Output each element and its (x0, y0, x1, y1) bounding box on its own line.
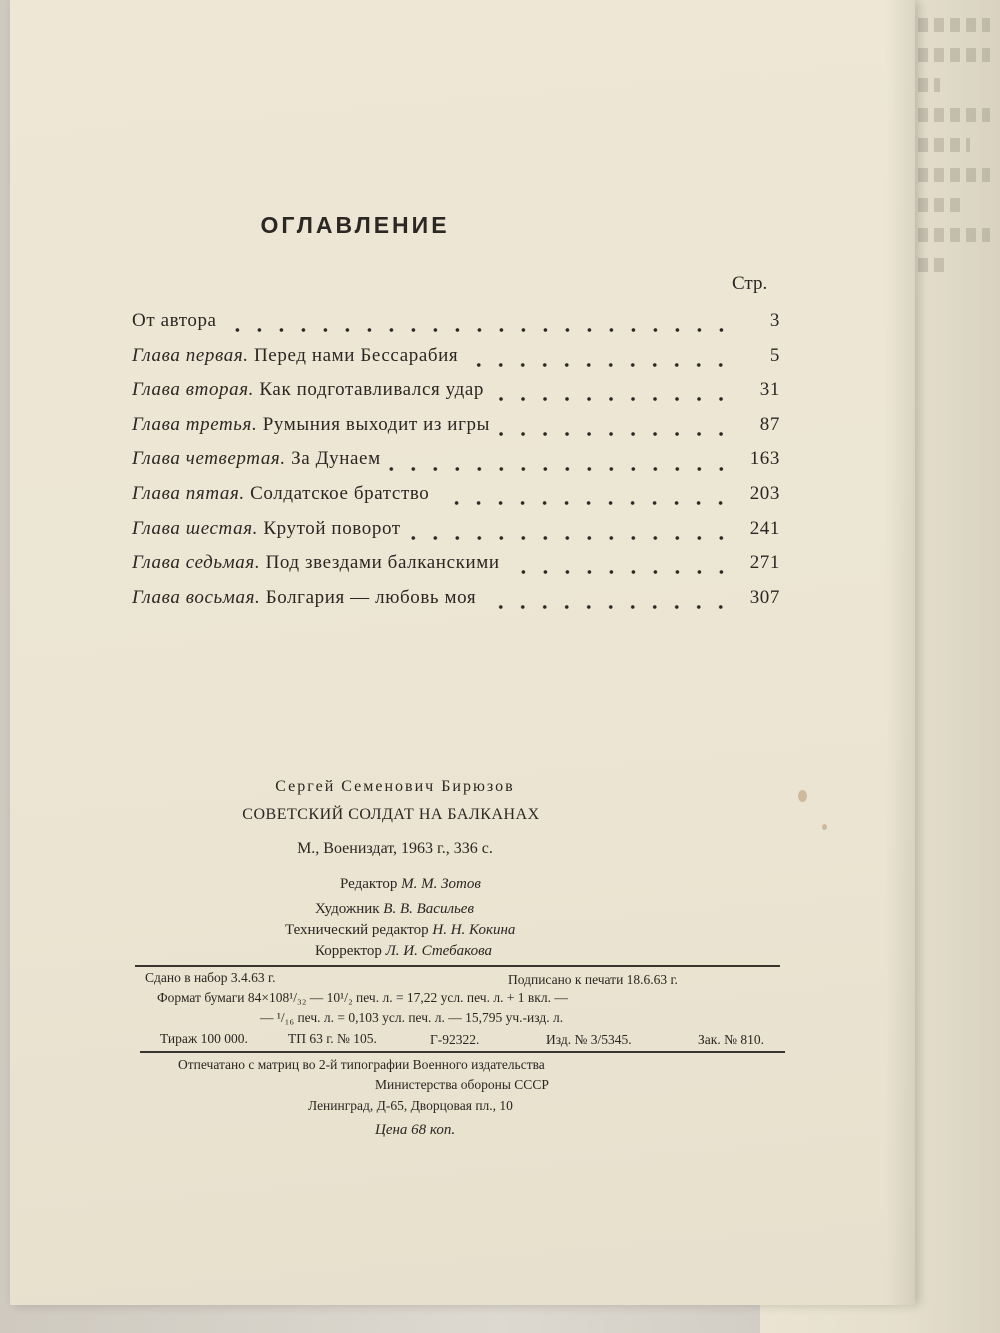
signed-to-print: Подписано к печати 18.6.63 г. (508, 972, 678, 987)
edition-number: Изд. № 3/5345. (546, 1032, 632, 1047)
dot-leader (492, 396, 732, 402)
printer-line-1: Отпечатано с матриц во 2-й типографии Военного издательства (178, 1057, 545, 1072)
chapter-title: Перед нами Бессарабия (253, 344, 459, 366)
chapter-number: Глава седьмая. (132, 552, 261, 574)
toc-page-number: 3 (769, 310, 780, 331)
toc-entry-label (132, 518, 401, 540)
dot-leader (498, 431, 732, 437)
printer-line-3: Ленинград, Д-65, Дворцовая пл., 10 (308, 1098, 513, 1113)
chapter-number: Глава первая. (132, 344, 249, 366)
sent-to-set: Сдано в набор 3.4.63 г. (145, 970, 276, 985)
credit-proofreader (315, 943, 492, 960)
credit-person: Н. Н. Кокина (432, 922, 516, 938)
dot-leader (484, 604, 732, 610)
toc-page-number: 31 (759, 379, 780, 401)
toc-entry (132, 414, 780, 449)
chapter-number: Глава восьмая. (132, 586, 261, 608)
dot-leader (409, 535, 732, 541)
dot-leader (389, 466, 732, 472)
toc-list (132, 310, 780, 621)
bottom-rule (140, 1051, 785, 1053)
circulation: Тираж 100 000. (160, 1031, 248, 1046)
book-page (10, 0, 915, 1305)
chapter-number: Глава вторая. (132, 379, 255, 401)
toc-entry-label (132, 587, 476, 609)
foxing-spot (822, 824, 827, 830)
toc-page-number: 241 (749, 517, 780, 539)
toc-page-number: 271 (749, 552, 780, 574)
toc-heading: ОГЛАВЛЕНИЕ (260, 212, 450, 238)
tp-number: ТП 63 г. № 105. (288, 1031, 377, 1046)
toc-entry (132, 552, 780, 587)
chapter-title: Румыния выходит из игры (262, 413, 490, 435)
toc-entry-label (132, 379, 484, 401)
toc-entry (132, 345, 780, 380)
credit-person: В. В. Васильев (383, 901, 474, 917)
chapter-title: От автора (132, 310, 217, 331)
author-name: Сергей Семенович Бирюзов (275, 778, 515, 795)
credit-role: Художник (315, 901, 380, 917)
dot-leader (225, 327, 732, 333)
credit-role: Редактор (340, 876, 398, 892)
toc-entry-label (132, 448, 381, 470)
dot-leader (508, 569, 732, 575)
toc-entry (132, 518, 780, 553)
chapter-title: Солдатское братство (250, 482, 430, 504)
toc-entry (132, 310, 780, 345)
credit-role: Технический редактор (285, 922, 429, 938)
credit-artist (315, 901, 474, 918)
paper-format-line-2: — ¹/₁₆ печ. л. = 0,103 усл. печ. л. — 15,795 уч.-изд. л. (260, 1010, 564, 1025)
toc-entry-label (132, 414, 490, 436)
toc-entry-label (132, 552, 500, 574)
dot-leader (466, 362, 732, 368)
chapter-title: Крутой поворот (263, 517, 401, 539)
toc-entry (132, 483, 780, 518)
toc-page-number: 87 (759, 413, 780, 435)
chapter-number: Глава шестая. (132, 517, 258, 539)
chapter-title: Болгария — любовь моя (265, 586, 477, 608)
paper-format-line-1: Формат бумаги 84×108¹/₃₂ — 10¹/₂ печ. л. = 17,22 усл. печ. л. + 1 вкл. — (157, 990, 568, 1005)
credit-editor (340, 876, 481, 893)
toc-page-number: 5 (769, 344, 780, 366)
chapter-number: Глава третья. (132, 413, 258, 435)
dot-leader (437, 500, 732, 506)
top-rule (135, 965, 780, 967)
toc-entry (132, 448, 780, 483)
page-column-header: Стр. (732, 273, 768, 294)
chapter-title: Как подготавливался удар (259, 379, 484, 401)
toc-entry-label (132, 345, 458, 367)
toc-page-number: 163 (749, 448, 780, 470)
toc-entry (132, 587, 780, 622)
toc-entry-label (132, 310, 217, 332)
book-title: СОВЕТСКИЙ СОЛДАТ НА БАЛКАНАХ (242, 806, 540, 823)
credit-role: Корректор (315, 943, 382, 959)
order-number: Зак. № 810. (698, 1032, 764, 1047)
chapter-number: Глава пятая. (132, 482, 245, 504)
toc-entry (132, 379, 780, 414)
foxing-spot (798, 790, 807, 802)
g-code: Г-92322. (430, 1032, 480, 1047)
credit-tech-editor (285, 922, 515, 939)
chapter-title: Под звездами балканскими (265, 552, 500, 574)
toc-page-number: 307 (749, 586, 780, 608)
publication-info: М., Воениздат, 1963 г., 336 с. (297, 840, 493, 857)
price: Цена 68 коп. (375, 1122, 456, 1138)
printer-line-2: Министерства обороны СССР (375, 1077, 549, 1092)
toc-entry-label (132, 483, 429, 505)
toc-page-number: 203 (749, 482, 780, 504)
chapter-title: За Дунаем (291, 448, 381, 470)
credit-person: Л. И. Стебакова (385, 943, 493, 959)
credit-person: М. М. Зотов (401, 876, 481, 892)
chapter-number: Глава четвертая. (132, 448, 286, 470)
